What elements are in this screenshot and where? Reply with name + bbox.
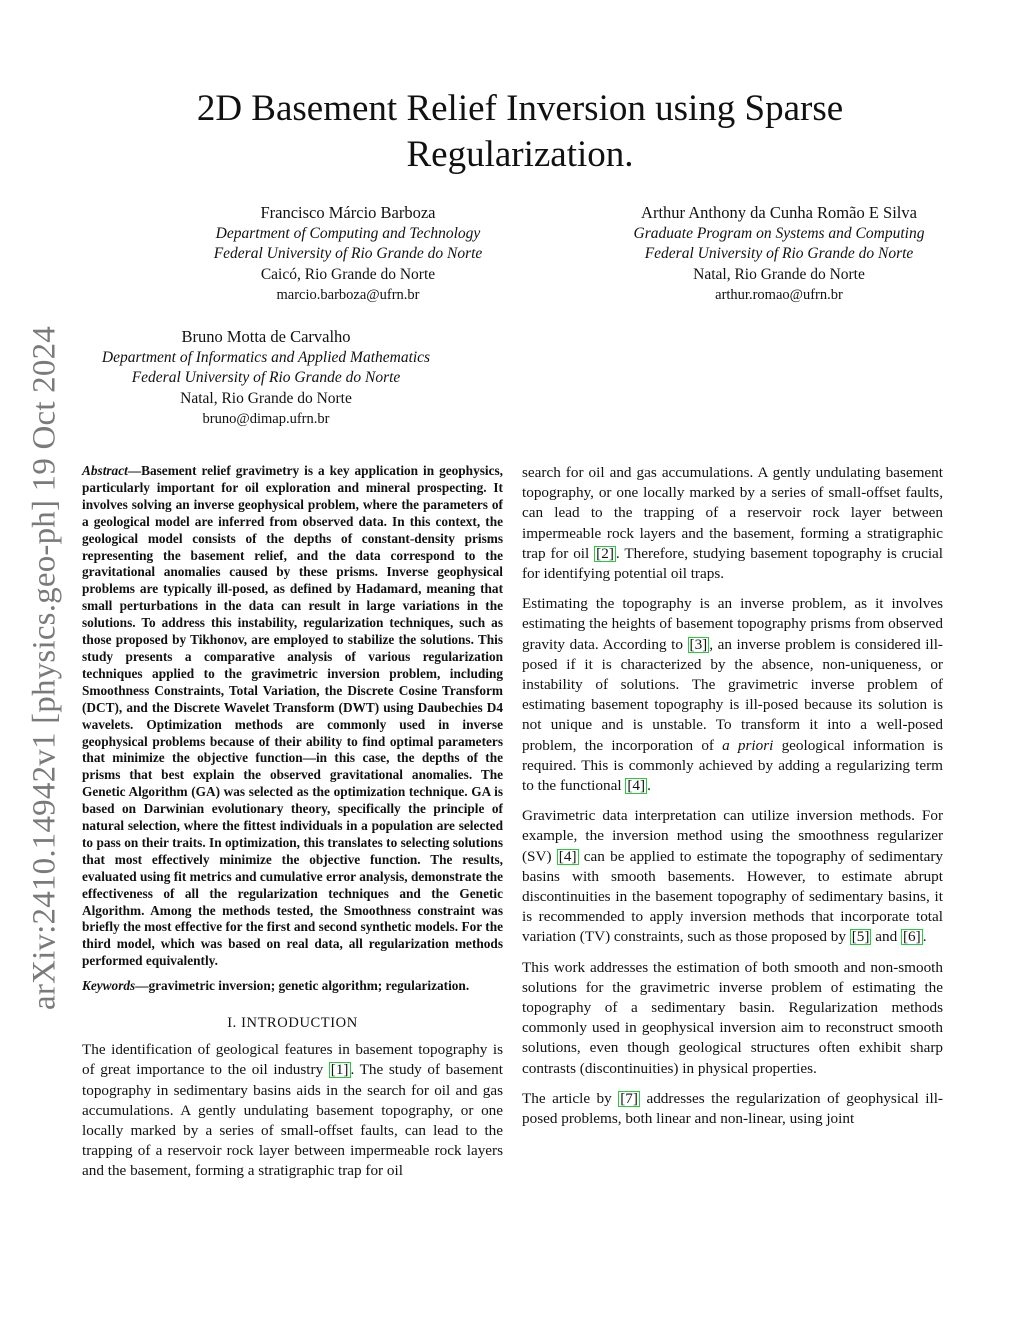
text-span: addresses the regularization of geophysical ill-posed problems, both linear and non-linear, using joint [522, 1089, 943, 1128]
left-column [82, 463, 503, 1192]
author-department: Department of Computing and Technology [215, 224, 481, 242]
author-university: Federal University of Rio Grande do Norte [213, 245, 483, 263]
text-span: . The study of basement topography in sedimentary basins aids in the search for oil and gas accumulations. A gently undulating basement topography, or one locally marked by a series of small-offset faults, can lead to the trapping of a reservoir rock layer between impermeable rock layers and the basement, forming a stratigraphic trap for oil [82, 1061, 503, 1180]
right-column [522, 463, 943, 1139]
intro-paragraph-5 [522, 1089, 943, 1129]
citation-link[interactable]: [2] [596, 544, 614, 562]
author-location: Natal, Rio Grande do Norte [180, 389, 352, 407]
author-email: arthur.romao@ufrn.br [715, 287, 843, 304]
text-span: and [871, 928, 901, 946]
citation-link[interactable]: [4] [627, 777, 646, 795]
author-location: Caicó, Rio Grande do Norte [260, 265, 436, 283]
text-span: . Therefore, studying basement topography is crucial for identifying potential oil traps. [522, 544, 943, 583]
text-span: . [647, 777, 651, 795]
text-span: Gravimetric data interpretation can utilize inversion methods. For example, the inversion method using the smoothness regularizer (SV) [522, 807, 943, 865]
author-department: Graduate Program on Systems and Computing [633, 224, 925, 242]
paper-title: 2D Basement Relief Inversion using Sparse Regularization. [196, 88, 844, 175]
citation-link[interactable]: [5] [851, 928, 870, 946]
author-university: Federal University of Rio Grande do Norte [131, 369, 401, 387]
author-email: bruno@dimap.ufrn.br [202, 411, 330, 428]
author-block-2 [604, 203, 954, 306]
intro-paragraph-4: This work addresses the estimation of both smooth and non-smooth solutions for the gravimetric inverse problem of estimating the topography of a sedimentary basin. Regularization methods commonly used in geophysical inversion aim to reconstruct smooth solutions, even though geological structures often exhibit sharp contrasts (discontinuities) in physical properties. [522, 958, 943, 1077]
keywords-label: Keywords [82, 978, 136, 994]
author-block-1 [192, 203, 504, 306]
abstract-text: —Basement relief gravimetry is a key application in geophysics, particularly important for oil exploration and mineral prospecting. It involves solving an inverse geophysical problem, where the parameters of a geological model are inferred from observed data. In this context, the geological model consists of the depths of constant-density prisms representing the basement relief, and the data correspond to the gravitational anomalies caused by these prisms. Inverse geophysical problems are typically ill-posed, as defined by Hadamard, meaning that small perturbations in the data can result in large variations in the solutions. To address this instability, regularization techniques, such as those proposed by Tikhonov, are employed to stabilize the solutions. This study presents a comparative analysis of various regularization techniques applied to the gravimetric inversion problem, including Smoothness Constraints, Total Variation, the Discrete Cosine Transform (DCT), and the Discrete Wavelet Transform (DWT) using Daubechies D4 wavelets. Optimization methods are commonly used in inverse geophysical problems because of their ability to find optimal parameters that minimize the objective function—in this case, the depths of the prisms that best explain the observed gravitational anomalies. The Genetic Algorithm (GA) was selected as the optimization technique. GA is based on Darwinian evolutionary theory, specifically the principle of natural selection, where the fittest individuals in a population are selected to pass on their traits. In optimization, this translates to selecting solutions that most effectively minimize the objective function. The results, evaluated using fit metrics and cumulative error analysis, demonstrate the effectiveness of all the regularization techniques and the Genetic Algorithm. Among the methods tested, the Smoothness constraint was briefly the most effective for the first and second synthetic models. For the third model, which was based on real data, all regularization methods performed equivalently. [82, 463, 503, 969]
text-span: geological information is required. This is commonly achieved by adding a regularizing term to the functional [522, 736, 944, 795]
author-location: Natal, Rio Grande do Norte [693, 265, 865, 283]
author-department: Department of Informatics and Applied Mathematics [101, 348, 431, 366]
section-heading-introduction: I. INTRODUCTION [227, 1015, 358, 1032]
intro-paragraph-3 [522, 806, 943, 947]
text-span: can be applied to estimate the topography of sedimentary basins with smooth basements. However, to estimate abrupt discontinuities in the basement topography of sedimentary basins, it is recommended to apply inversion methods that incorporate total variation (TV) constraints, such as those proposed by [522, 847, 943, 946]
italic-text: a priori [722, 736, 774, 754]
citation-link[interactable]: [6] [902, 928, 921, 946]
intro-paragraph-2 [522, 594, 943, 796]
text-span: The article by [522, 1089, 619, 1107]
keywords-text: —gravimetric inversion; genetic algorithm; regularization. [135, 978, 470, 994]
author-block-3 [76, 327, 456, 430]
abstract [82, 463, 503, 970]
author-email: marcio.barboza@ufrn.br [276, 287, 420, 304]
author-university: Federal University of Rio Grande do Norte [644, 245, 914, 263]
intro-paragraph-1 [82, 1040, 503, 1181]
text-span: . [922, 928, 927, 946]
text-span: Estimating the topography is an inverse problem, as it involves estimating the heights of basement topography prisms from observed gravity data. According to [522, 595, 943, 653]
citation-link[interactable]: [7] [620, 1089, 638, 1107]
author-name: Francisco Márcio Barboza [260, 203, 436, 222]
arxiv-identifier: arXiv:2410.14942v1 [physics.geo-ph] 19 Oct 2024 [26, 326, 63, 1010]
citation-link[interactable]: [3] [689, 635, 708, 653]
author-name: Bruno Motta de Carvalho [181, 327, 351, 346]
citation-link[interactable]: [4] [558, 847, 577, 865]
intro-paragraph-1-continued: search for oil and gas accumulations. A gently undulating basement topography, or one locally marked by a series of small-offset faults, can lead to the trapping of a reservoir rock layer between impermeable rock layers and the basement, forming a stratigraphic trap for oil [2] . Therefore, studying basement topography is crucial for identifying potential oil traps. [522, 464, 943, 583]
author-name: Arthur Anthony da Cunha Romão E Silva [641, 203, 917, 222]
abstract-label: Abstract [82, 463, 128, 478]
text-span: , an inverse problem is considered ill-posed if it is characterized by the absence, non-uniqueness, or instability of solutions. The gravimetric inverse problem of estimating basement topography is ill-posed because its solution is not unique and is unstable. To transform it into a well-posed problem, the incorporation of [522, 635, 943, 754]
text-span: The identification of geological features in basement topography is of great importance to the oil industry [82, 1041, 503, 1079]
keywords [82, 978, 503, 995]
citation-link[interactable]: [1] [330, 1061, 349, 1079]
